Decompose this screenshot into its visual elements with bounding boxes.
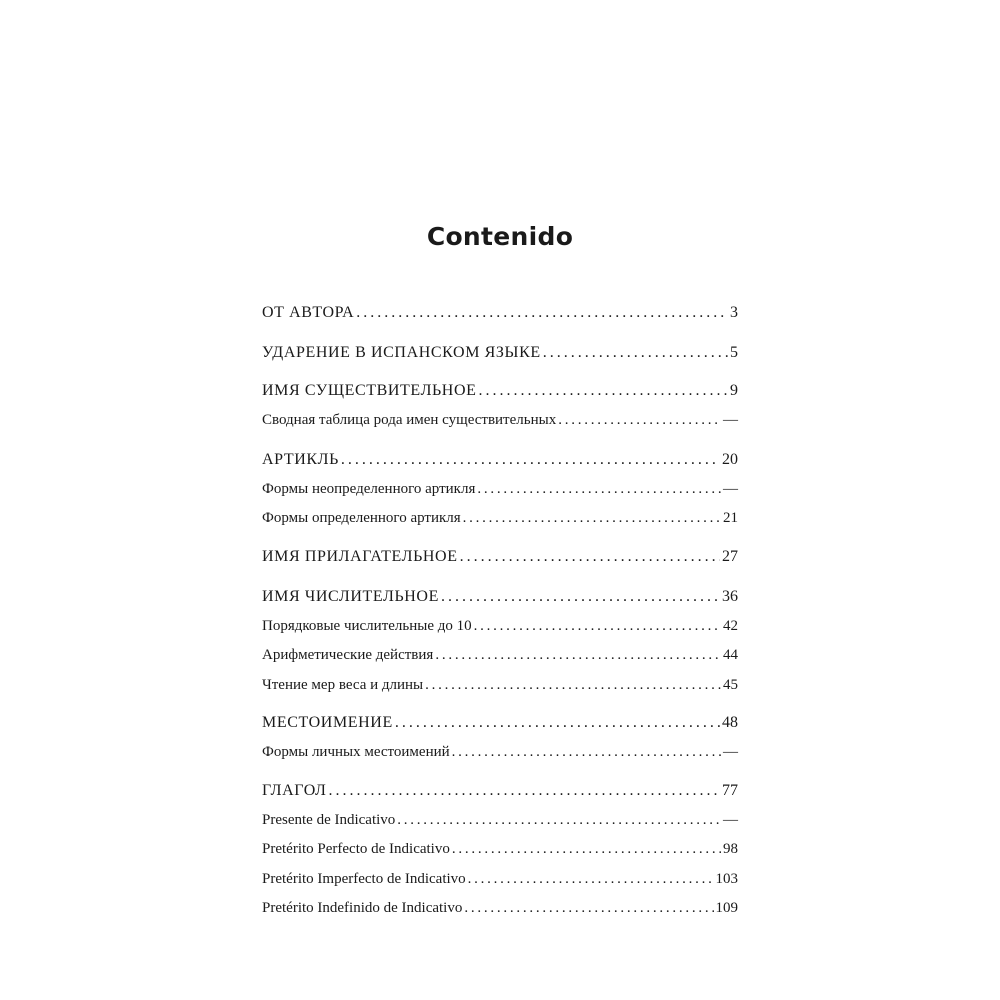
toc-entry-page: — bbox=[723, 412, 738, 428]
toc-entry bbox=[262, 382, 738, 400]
toc-subentry bbox=[262, 812, 738, 829]
toc-entry-page: 42 bbox=[723, 618, 738, 634]
toc-subentry bbox=[262, 481, 738, 498]
toc-entry-label: ИМЯ СУЩЕСТВИТЕЛЬНОЕ bbox=[262, 382, 477, 399]
toc-entry-page: 77 bbox=[722, 782, 738, 799]
toc-entry-page: 36 bbox=[722, 588, 738, 605]
dot-leader bbox=[425, 677, 721, 694]
dot-leader bbox=[356, 304, 728, 322]
toc-subentry bbox=[262, 510, 738, 527]
toc-entry-page: 21 bbox=[723, 510, 738, 526]
dot-leader bbox=[543, 344, 728, 362]
toc-entry-label: Presente de Indicativo bbox=[262, 812, 396, 828]
toc-subentry bbox=[262, 677, 738, 694]
toc-entry bbox=[262, 782, 738, 800]
toc-entry-label: ИМЯ ПРИЛАГАТЕЛЬНОЕ bbox=[262, 548, 458, 565]
dot-leader bbox=[441, 588, 720, 606]
dot-leader bbox=[452, 841, 721, 858]
toc-entry-label: Формы личных местоимений bbox=[262, 744, 450, 760]
toc-entry-label: Формы определенного артикля bbox=[262, 510, 461, 526]
toc-entry-page: 98 bbox=[723, 841, 738, 857]
toc-entry-page: — bbox=[723, 744, 738, 760]
toc-entry bbox=[262, 304, 738, 322]
toc-entry bbox=[262, 588, 738, 606]
toc-subentry bbox=[262, 744, 738, 761]
dot-leader bbox=[329, 782, 720, 800]
toc-entry-label: Порядковые числительные до 10 bbox=[262, 618, 472, 634]
toc-entry-label: Pretérito Perfecto de Indicativo bbox=[262, 841, 450, 857]
toc-subentry bbox=[262, 871, 738, 888]
toc-entry-label: Чтение мер веса и длины bbox=[262, 677, 424, 693]
toc-subentry bbox=[262, 647, 738, 664]
toc-entry bbox=[262, 714, 738, 732]
dot-leader bbox=[452, 744, 721, 761]
dot-leader bbox=[397, 812, 721, 829]
dot-leader bbox=[341, 451, 720, 469]
toc-entry bbox=[262, 451, 738, 469]
dot-leader bbox=[558, 412, 721, 429]
toc-entry-label: Сводная таблица рода имен существительных bbox=[262, 412, 557, 428]
toc-entry-page: 45 bbox=[723, 677, 738, 693]
toc-entry bbox=[262, 344, 738, 362]
dot-leader bbox=[474, 618, 721, 635]
toc-entry-label: Pretérito Indefinido de Indicativo bbox=[262, 900, 463, 916]
toc-subentry bbox=[262, 900, 738, 917]
dot-leader bbox=[477, 481, 721, 498]
dot-leader bbox=[460, 548, 720, 566]
dot-leader bbox=[464, 900, 713, 917]
toc-entry-page: 27 bbox=[722, 548, 738, 565]
toc-subentry bbox=[262, 841, 738, 858]
toc-entry-label: АРТИКЛЬ bbox=[262, 451, 339, 468]
toc-entry-page: 3 bbox=[730, 304, 738, 321]
toc-entry-page: — bbox=[723, 481, 738, 497]
dot-leader bbox=[395, 714, 720, 732]
page-title: Contenido bbox=[426, 222, 574, 251]
dot-leader bbox=[479, 382, 729, 400]
toc-entry-page: 48 bbox=[722, 714, 738, 731]
toc-entry-page: 109 bbox=[715, 900, 738, 916]
toc-subentry bbox=[262, 412, 738, 429]
toc-entry-page: 20 bbox=[722, 451, 738, 468]
dot-leader bbox=[468, 871, 714, 888]
dot-leader bbox=[463, 510, 721, 527]
toc-entry-page: 9 bbox=[730, 382, 738, 399]
toc-entry-label: Pretérito Imperfecto de Indicativo bbox=[262, 871, 466, 887]
toc-entry-page: 5 bbox=[730, 344, 738, 361]
toc-entry-page: — bbox=[723, 812, 738, 828]
dot-leader bbox=[435, 647, 721, 664]
toc-entry-label: ИМЯ ЧИСЛИТЕЛЬНОЕ bbox=[262, 588, 439, 605]
toc-entry-page: 44 bbox=[723, 647, 738, 663]
toc-entry-label: Формы неопределенного артикля bbox=[262, 481, 476, 497]
toc-subentry bbox=[262, 618, 738, 635]
toc-entry-page: 103 bbox=[715, 871, 738, 887]
toc-entry-label: ОТ АВТОРА bbox=[262, 304, 355, 321]
toc-entry bbox=[262, 548, 738, 566]
toc-entry-label: Арифметические действия bbox=[262, 647, 434, 663]
toc-entry-label: ГЛАГОЛ bbox=[262, 782, 327, 799]
toc-entry-label: МЕСТОИМЕНИЕ bbox=[262, 714, 393, 731]
toc-entry-label: УДАРЕНИЕ В ИСПАНСКОМ ЯЗЫКЕ bbox=[262, 344, 541, 361]
